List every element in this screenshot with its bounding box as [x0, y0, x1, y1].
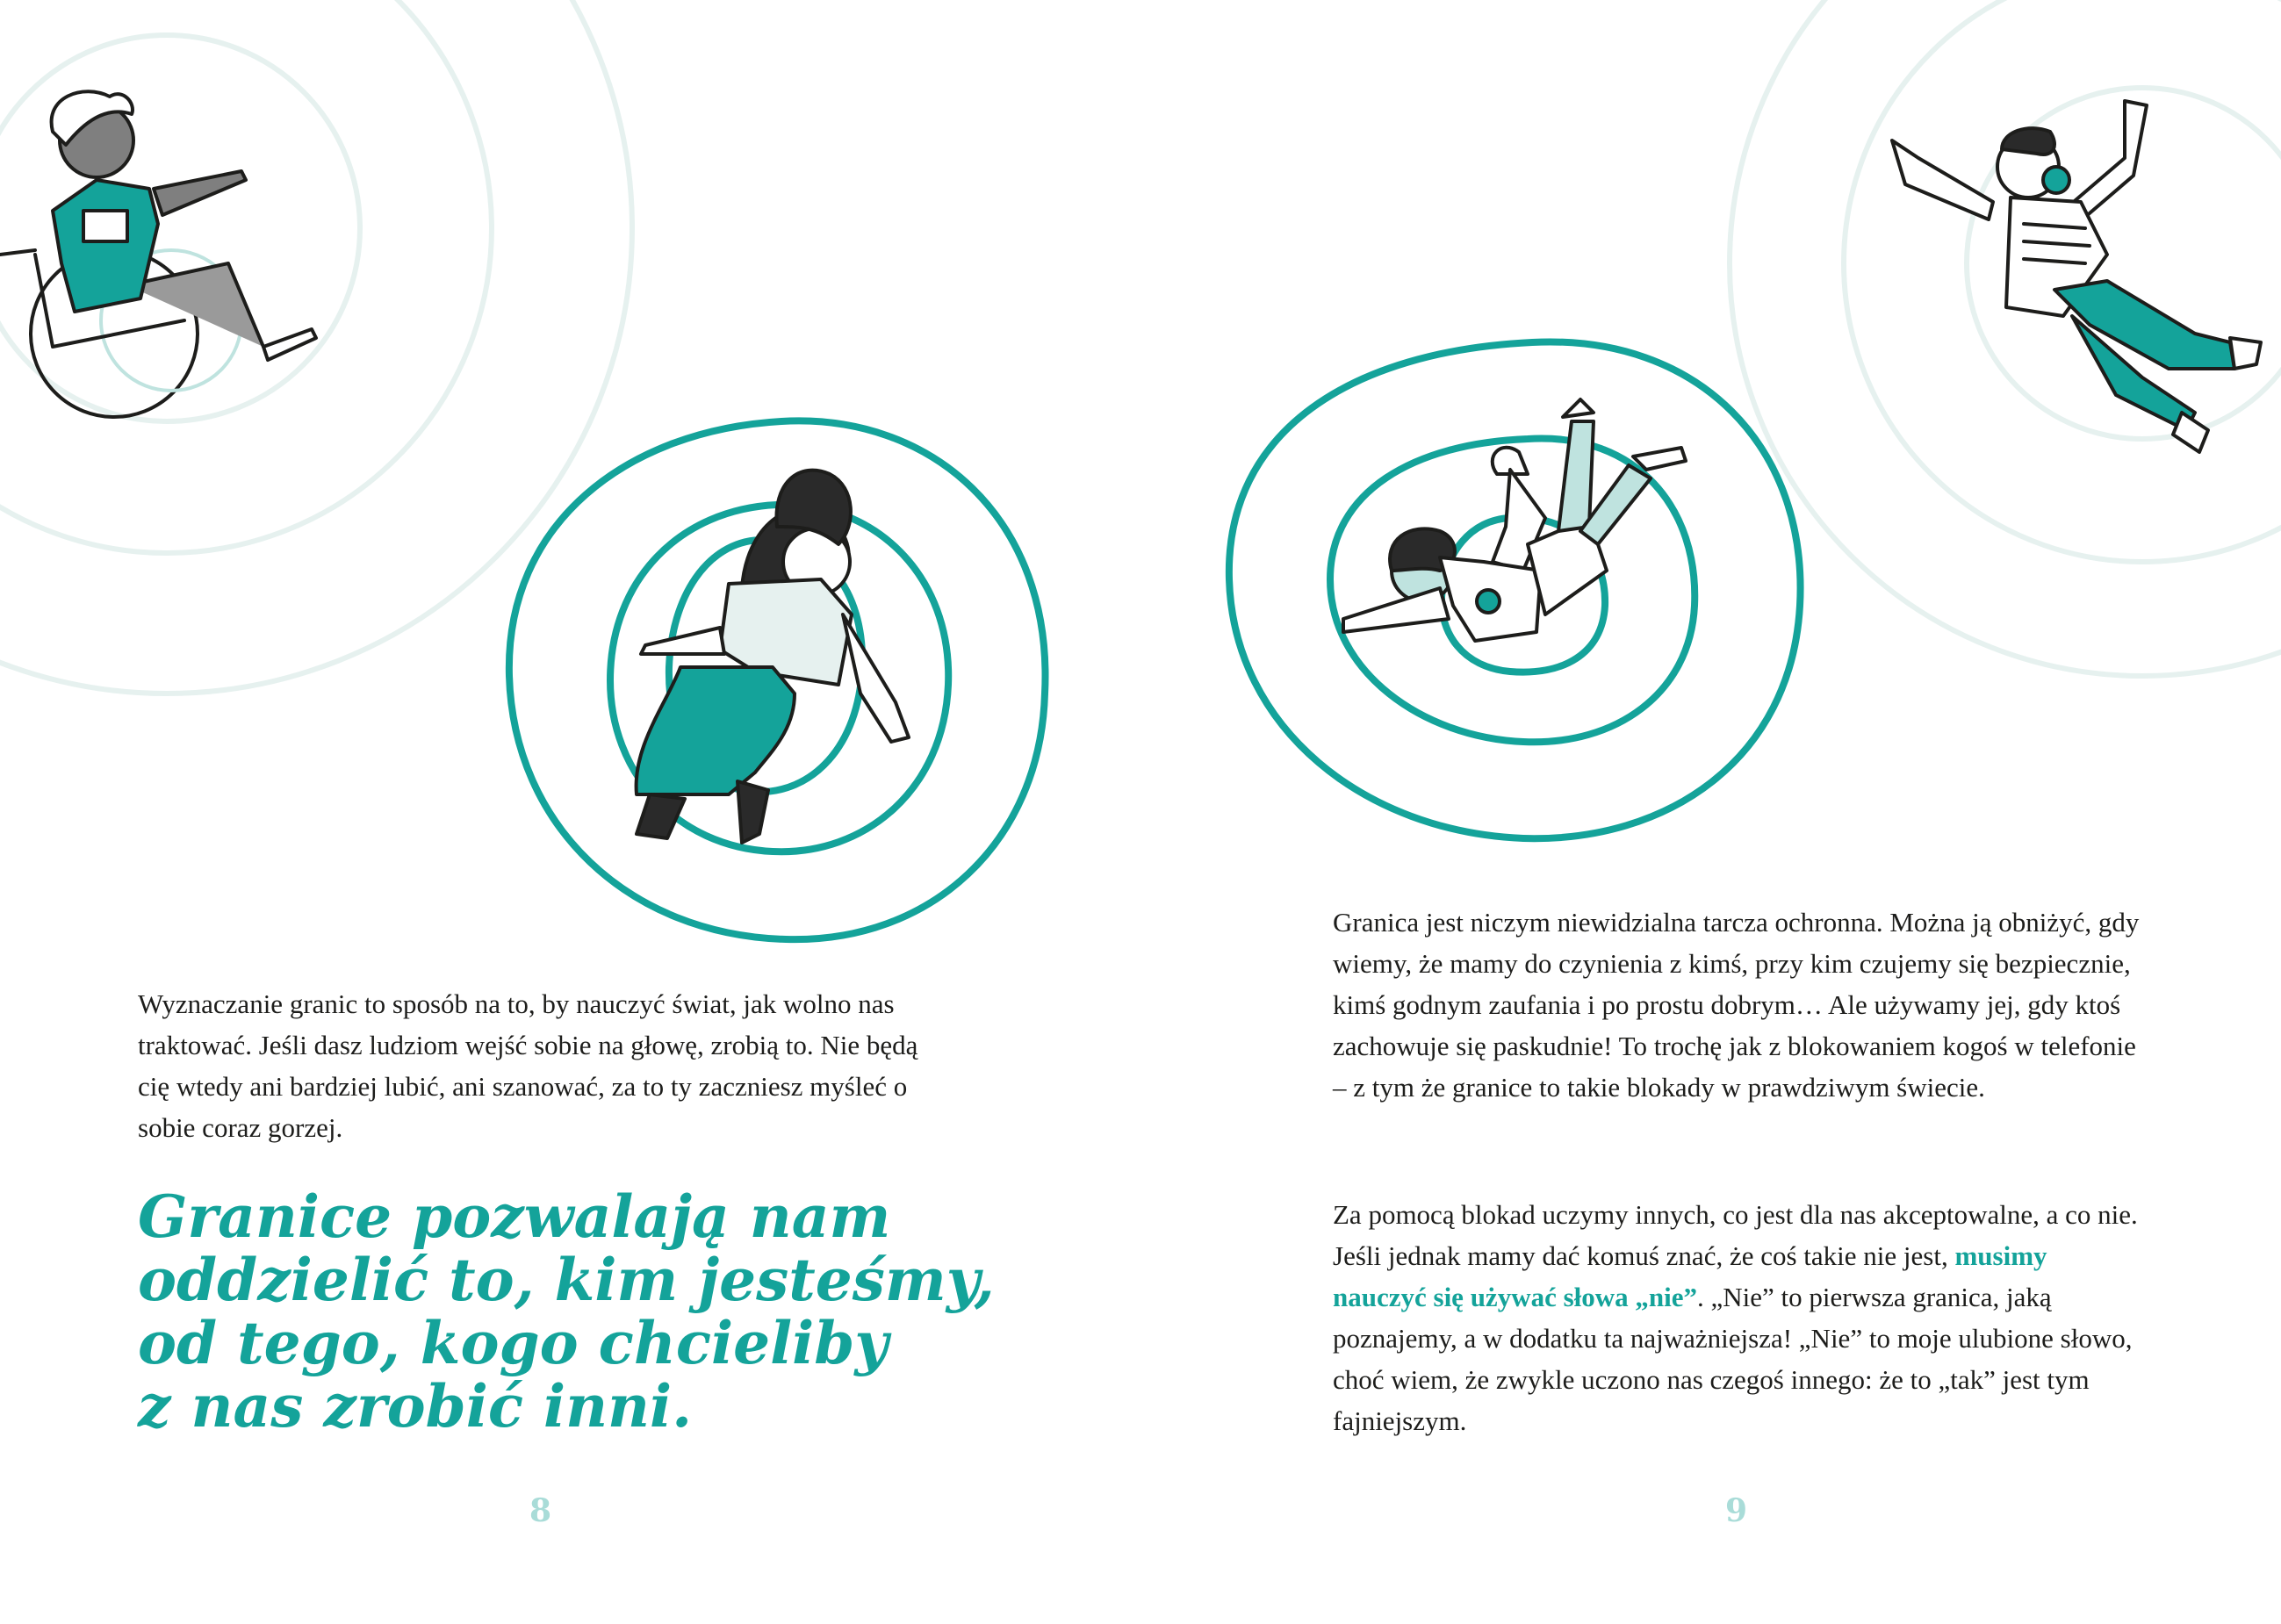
left-body-paragraph: Wyznaczanie granic to sposób na to, by nauczyć świat, jak wolno nas traktować. Jeśli dasz ludziom wejść sobie na głowę, zrobią to. Nie będą cię wtedy ani bardziej lubić, ani szanować, za to ty zaczniesz myśleć o sobie coraz gorzej. — [138, 988, 918, 1143]
pull-quote-line: Granice pozwalają nam — [138, 1182, 891, 1251]
falling-woman-illustration — [1343, 399, 1686, 641]
paragraph-2-tail: . „Nie” to pierwsza granica, jaką poznajemy, a w dodatku ta najważniejsza! „Nie” to moje ulubione słowo, choć wiem, że zwykle uczono nas czegoś innego: że to „tak” jest tym fajniejszym. — [1333, 1282, 2133, 1436]
pull-quote — [138, 1182, 1016, 1441]
boy-with-headphones-illustration — [1892, 101, 2261, 452]
paragraph-2-highlight: musimy nauczyć się używać słowa „nie” — [1333, 1240, 2047, 1312]
right-paragraph-2 — [1333, 1194, 2145, 1441]
right-body-text-block-1 — [1333, 902, 2145, 1108]
page-number-right: 9 — [1725, 1492, 1748, 1529]
wheelchair-person-illustration — [0, 91, 316, 417]
right-body-text-block-2 — [1333, 1194, 2145, 1441]
paragraph-2-lead: Za pomocą blokad uczymy innych, co jest dla nas akceptowalne, a co nie. Jeśli jednak mamy dać komuś znać, że coś takie nie jest, — [1333, 1199, 2138, 1271]
pull-quote-line: z nas zrobić inni. — [138, 1372, 693, 1441]
pull-quote-line: oddzielić to, kim jesteśmy, — [138, 1246, 995, 1314]
page-number-left: 8 — [529, 1492, 552, 1529]
left-body-text-block — [138, 983, 954, 1148]
right-paragraph-1: Granica jest niczym niewidzialna tarcza ochronna. Można ją obniżyć, gdy wiemy, że mamy do czynienia z kimś, przy kim czujemy się bezpiecznie, kimś godnym zaufania i po prostu dobrym… Ale używamy jej, gdy ktoś zachowuje się paskudnie! To trochę jak z blokowaniem kogoś w telefonie – z tym że granice to takie blokady w prawdziwym świecie. — [1333, 907, 2140, 1103]
pull-quote-line: od tego, kogo chcieliby — [138, 1309, 889, 1377]
